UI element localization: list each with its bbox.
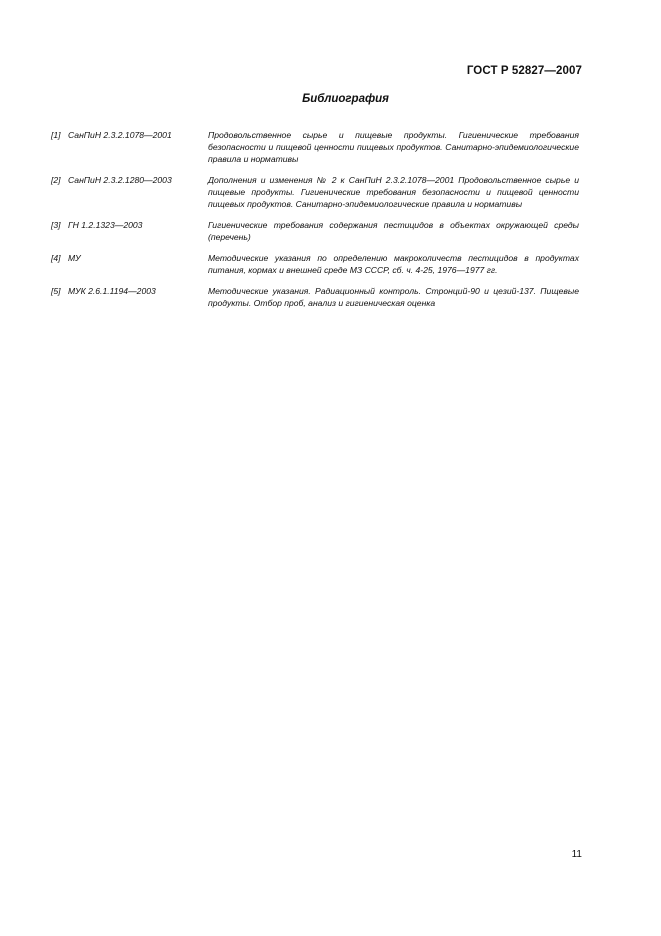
bibliography-reference xyxy=(51,252,208,276)
bibliography-reference xyxy=(51,285,208,309)
bibliography-reference xyxy=(51,129,208,165)
bibliography-code: СанПиН 2.3.2.1280—2003 xyxy=(68,175,172,185)
bibliography-entry xyxy=(51,219,579,243)
bibliography-list xyxy=(51,129,579,318)
bibliography-number: [2] xyxy=(51,175,61,185)
bibliography-number: [4] xyxy=(51,253,61,263)
bibliography-number: [3] xyxy=(51,220,61,230)
bibliography-entry xyxy=(51,285,579,309)
bibliography-code: ГН 1.2.1323—2003 xyxy=(68,220,143,230)
section-title: Библиография xyxy=(302,93,389,105)
page-number: 11 xyxy=(571,849,582,860)
bibliography-code: СанПиН 2.3.2.1078—2001 xyxy=(68,130,172,140)
bibliography-description: Продовольственное сырье и пищевые продукты. Гигиенические требования безопасности и пищевой ценности пищевых продуктов. Санитарно-эпидемиологические правила и нормативы xyxy=(208,130,579,164)
bibliography-reference xyxy=(51,219,208,243)
bibliography-description: Дополнения и изменения № 2 к СанПиН 2.3.2.1078—2001 Продовольственное сырье и пищевые продукты. Гигиенические требования безопасности и пищевой ценности пищевых продуктов. Санитарно-эпидемиологические правила и нормативы xyxy=(208,175,579,209)
bibliography-description: Методические указания по определению макроколичеств пестицидов в продуктах питания, кормах и внешней среде МЗ СССР, сб. ч. 4-25, 1976—1977 гг. xyxy=(208,253,579,275)
bibliography-number: [1] xyxy=(51,130,61,140)
document-code: ГОСТ Р 52827—2007 xyxy=(466,65,582,77)
bibliography-reference xyxy=(51,174,208,210)
bibliography-code: МУК 2.6.1.1194—2003 xyxy=(68,286,156,296)
bibliography-code: МУ xyxy=(68,253,81,263)
bibliography-description: Гигиенические требования содержания пестицидов в объектах окружающей среды (перечень) xyxy=(208,220,579,242)
bibliography-entry xyxy=(51,129,579,165)
bibliography-entry xyxy=(51,174,579,210)
bibliography-number: [5] xyxy=(51,286,61,296)
bibliography-description: Методические указания. Радиационный контроль. Стронций-90 и цезий-137. Пищевые продукты. Отбор проб, анализ и гигиеническая оценка xyxy=(208,286,579,308)
bibliography-entry xyxy=(51,252,579,276)
